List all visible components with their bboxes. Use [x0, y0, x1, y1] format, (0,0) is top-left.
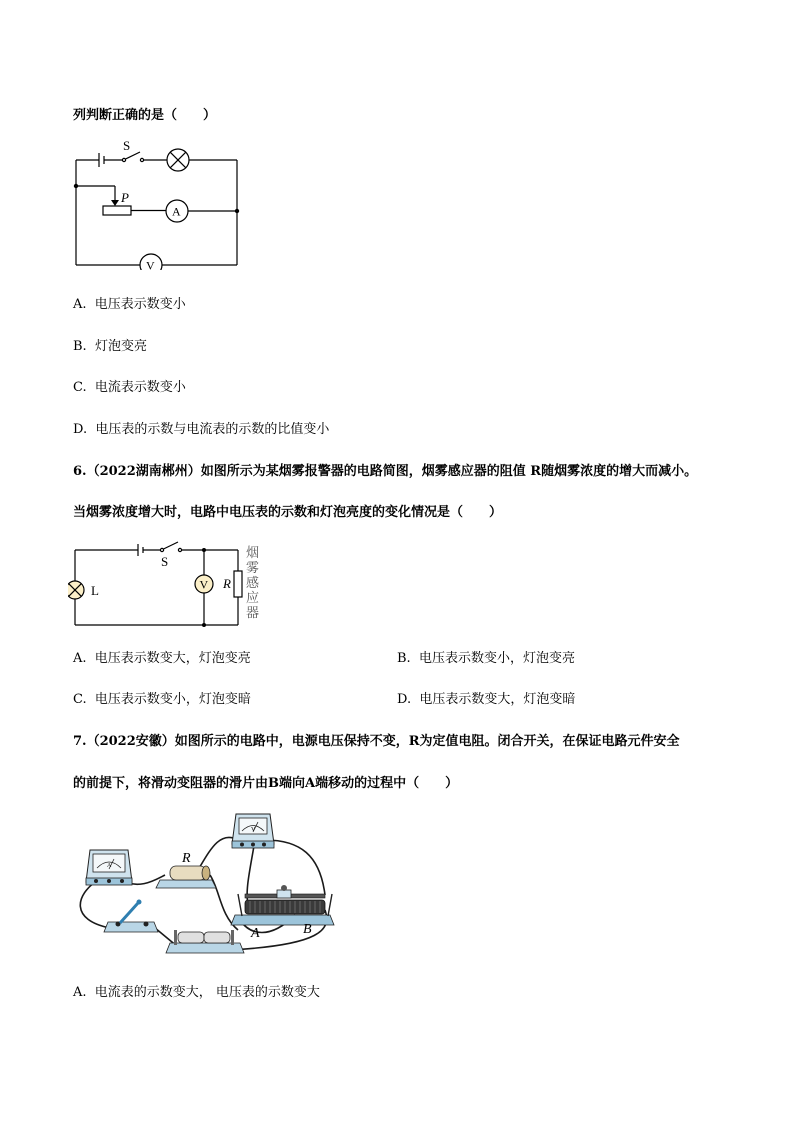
q7-stem-line2: 的前提下，将滑动变阻器的滑片由B端向A端移动的过程中（ ）	[73, 776, 459, 791]
q7-switch	[104, 900, 158, 933]
q6-circuit-diagram	[68, 540, 268, 630]
svg-text:A: A	[107, 863, 112, 869]
q7-voltmeter	[232, 814, 274, 848]
q7-end-a-label: A	[251, 926, 260, 941]
q6-lamp-label: L	[91, 583, 99, 598]
q6-stem-line2: 当烟雾浓度增大时，电路中电压表的示数和灯泡亮度的变化情况是（ ）	[73, 505, 503, 520]
q5-stem-tail: 列判断正确的是（ ）	[73, 108, 217, 123]
q5-switch-label: S	[123, 138, 131, 153]
q5-option-d: D. 电压表的示数与电流表的示数的比值变小	[73, 422, 330, 437]
q6-option-a: A. 电压表示数变大，灯泡变亮	[73, 651, 251, 666]
svg-text:V: V	[251, 827, 256, 833]
q5-slider-label: P	[121, 190, 129, 205]
q5-option-a: A. 电压表示数变小	[73, 297, 186, 312]
svg-text:雾: 雾	[246, 560, 260, 575]
q5-voltmeter-label: V	[146, 258, 155, 270]
q5-circuit-diagram	[70, 138, 245, 270]
svg-text:感: 感	[246, 575, 260, 590]
q6-switch-label: S	[161, 554, 169, 569]
q6-option-d: D. 电压表示数变大，灯泡变暗	[397, 692, 576, 707]
q6-voltmeter-label: V	[199, 577, 209, 592]
q7-circuit-illustration	[70, 810, 350, 965]
svg-text:器: 器	[246, 605, 260, 620]
svg-text:烟: 烟	[246, 545, 260, 560]
q5-option-c: C. 电流表示数变小	[73, 380, 186, 395]
q7-stem-line1: 7.（2022安徽）如图所示的电路中，电源电压保持不变，R为定值电阻。闭合开关，在保证电路元件安全	[73, 734, 680, 749]
q6-stem-line1: 6.（2022湖南郴州）如图所示为某烟雾报警器的电路简图，烟雾感应器的阻值 R随烟雾浓度的增大而减小。	[73, 464, 698, 479]
q5-ammeter-label: A	[172, 204, 181, 219]
q6-sensor-label	[246, 545, 259, 620]
q6-resistor-label: R	[223, 576, 231, 591]
q7-fixed-resistor	[156, 866, 216, 888]
q7-ammeter	[86, 850, 132, 885]
svg-text:应: 应	[246, 590, 260, 605]
q7-option-a: A. 电流表的示数变大， 电压表的示数变大	[73, 985, 320, 1000]
q6-option-b: B. 电压表示数变小，灯泡变亮	[397, 651, 575, 666]
q7-battery-holder	[166, 930, 244, 953]
q7-end-b-label: B	[303, 922, 312, 937]
q5-option-b: B. 灯泡变亮	[73, 339, 147, 354]
q7-resistor-label: R	[182, 851, 191, 866]
q6-option-c: C. 电压表示数变小，灯泡变暗	[73, 692, 251, 707]
